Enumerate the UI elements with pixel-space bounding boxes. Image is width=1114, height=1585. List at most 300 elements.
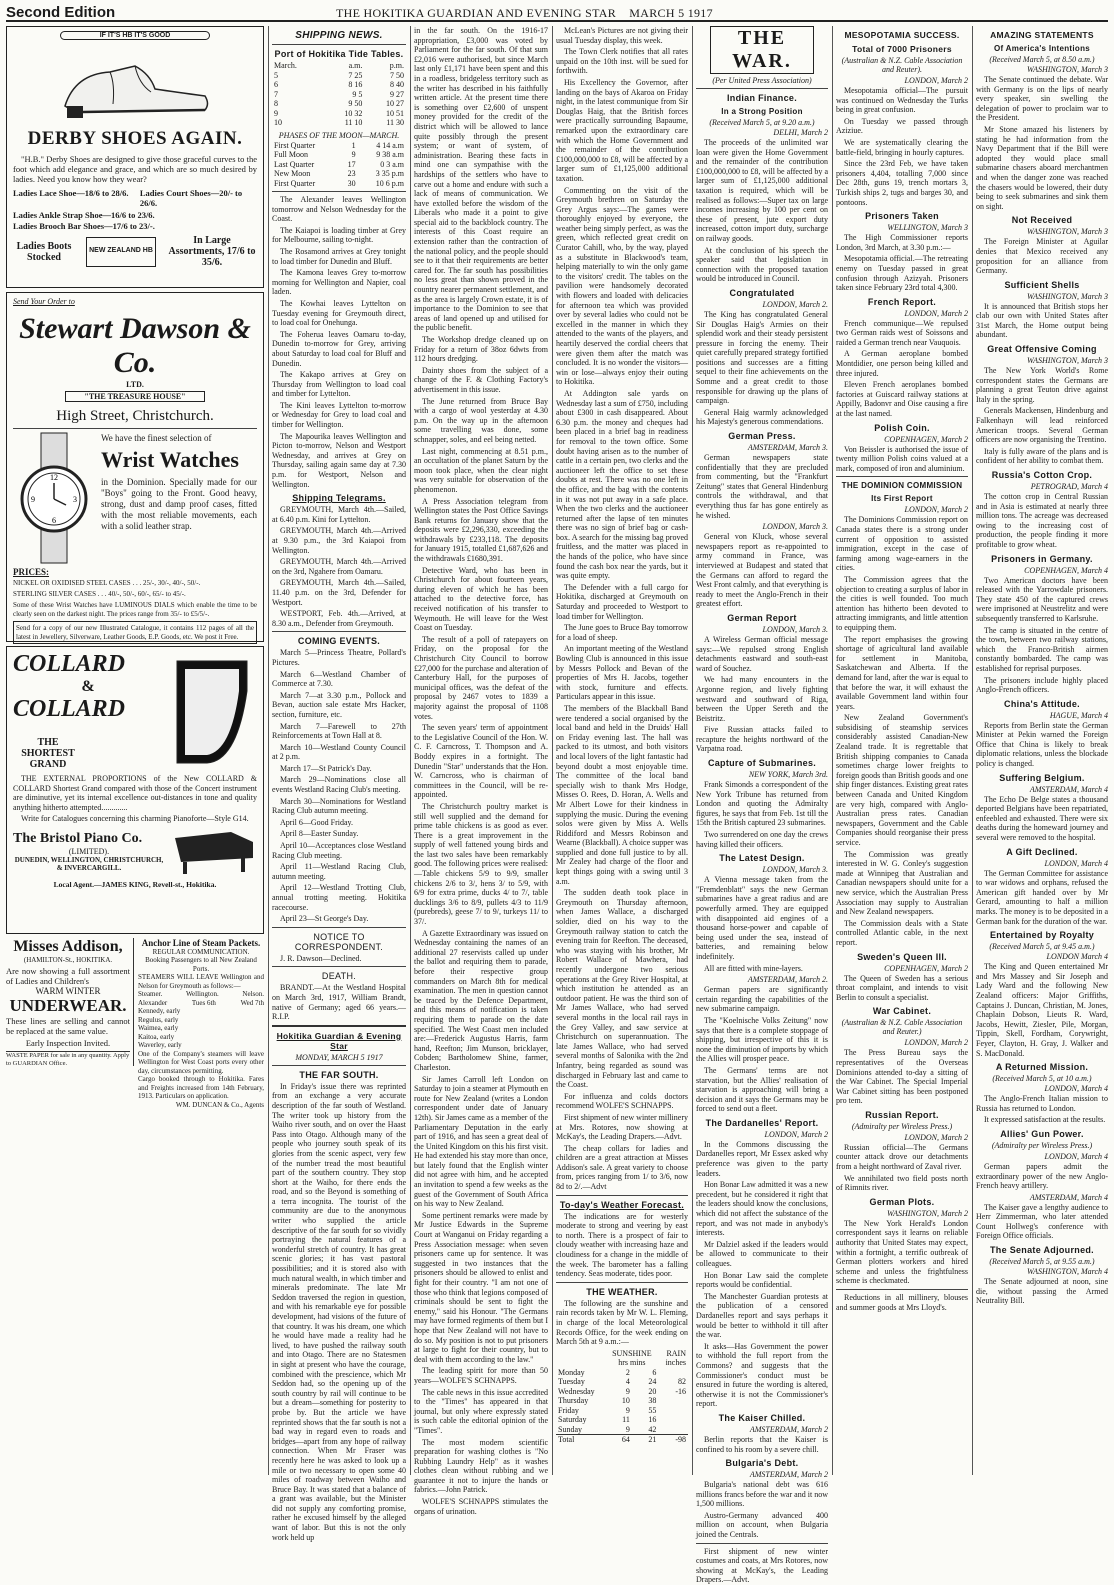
section-title: Allies' Gun Power. [1000,1128,1084,1139]
section-title: Suffering Belgium. [999,772,1085,783]
war-item: German papers admit the extraordinary power of the new Anglo-French heavy artillery. [976,1161,1108,1191]
section-subtitle: Total of 7000 Prisoners [852,44,952,54]
weather-cell: 42 [648,1424,657,1434]
news-item: Last night, commencing at 8.51 p.m., an occultation of the planet Saturn by the moon took place, when the clear night was very suitable for observation of the phenomenon. [414,446,548,494]
weather-cell: -98 [675,1435,686,1445]
addison-title: Misses Addison, [13,938,123,955]
war-item: In the Commons discussing the Dardanelles report, Mr Essex asked why preference was given to the party leaders. [696,1139,828,1178]
news-item: Some pertinent remarks were made by Mr Justice Edwards in the Supreme Court at Wanganui on Friday regarding a Press Association message: when seven prisoners came up for sentence. It was suggested in two instances that the prisoners should be allowed to enlist and fight for their country. "I am not one of those who think that legions composed of criminals should be sent to fight the enemy," said his Honour. "The Germans may have formed regiments of them but I hope that New Zealand will not have to do so. My position is not to put prisoners at large to fight for their country, but to deal with them according to the law." [414,1210,548,1364]
war-item: The Commission agrees that the objection to creating a surplus of labor in the cities is well founded. Too much attention has hitherto been devoted to attracting immigrants, and little attention to equipping them. [836,574,968,632]
weather-cell: 6 [652,1367,657,1377]
collard-body: THE EXTERNAL PROPORTIONS of the New COLLARD & COLLARD Shortest Grand compared with those of the Concert instrument are diminutive, yet its internal excellence out-distances in tone and quality anything hitherto attempted............. [13,774,257,812]
anchor-row: Waverley, early [138,1041,182,1049]
press-credit: (Australian & N.Z. Cable Association and Reuter.) [841,1018,963,1037]
masthead [6,4,1108,22]
section-title: Polish Coin. [874,422,930,433]
war-item: The King has congratulated General Sir Douglas Haig's Armies on their splendid work and their steady persistent pressure in forcing the enemy. Their quiet carefully prepared strategy fortified positions and successes are a fitting sequel to their fine achievements on the Somme and a great credit to those responsible for drawing up the plans of campaign. [696,309,828,406]
tide-cell: 9 5 [352,89,363,99]
shortest-grand: THE SHORTEST GRAND [21,737,75,770]
derby-headline: DERBY SHOES AGAIN. [27,128,243,149]
dateline: LONDON, March 4 [1044,1151,1108,1161]
stewart-dawson-name: Stewart Dawson & Co. [19,312,251,379]
weather-cell: 55 [648,1405,657,1415]
war-item: The Manchester Guardian protests at the publication of a censored Dardanelles report and says perhaps it would be better to withhold it till after the war. [696,1291,828,1340]
edition-label: Second Edition [6,4,116,21]
war-item: The report emphasises the growing shortage of agricultural land available for settlement in Manitoba, Saskatchewan and Alberta. If the demand for land, after the war is equal to that before the war, it will exhaust the available Government land within four years. [836,634,968,711]
weather-cell: 4 [625,1377,630,1387]
moon-cell: 9 38 a.m [376,150,404,159]
section-title: Capture of Submarines. [707,758,817,769]
weather-row [556,1368,688,1378]
bottom-ads [6,938,264,1109]
dateline: COPENHAGEN, March 2 [884,434,968,444]
event-item: April 11—Westland Racing Club, autumn meeting. [272,862,406,881]
section-title: War Cabinet. [872,1006,932,1017]
news-item: Sir James Carroll left London on Saturday to join a steamer at Plymouth en route for New Zealand (writes a London correspondent under date of January 12th). Sir James came as a member of the Parliamentary Deputation in the early part of 1916, and has seen a great deal of the United Kingdom on this his first visit. He had extended his stay more than once, but lately found that the English winter did not agree with him, and he accepted an invitation to spend a few weeks as the guest of the Government of South Africa on his way to New Zealand. [414,1074,548,1209]
tide-cell: 9 27 [390,89,404,99]
anchor-cargo: Cargo booked through to Hokitika. Fares and Freights increased from 14th February, 1913. Particulars on application. [138,1075,264,1100]
dateline: AMSTERDAM, March 4 [1029,1192,1108,1202]
svg-text:3: 3 [73,495,77,504]
weather-header-cell: SUNSHINE [612,1348,652,1358]
received-time: (Received March 5, at 8.50 a.m.) [989,55,1095,64]
collard-ampersand: & [81,678,95,695]
war-item: Reports from Berlin state the German Minister at Pekin warned the Foreign Office that China is likely to break diplomatic relations, unless the blockade policy is changed. [976,720,1108,769]
column-rule [832,26,833,1475]
addison-body: Are now showing a full assortment of Ladies and Children's [6,966,130,986]
war-item: A Vienna message taken from the "Fremdenblatt" says the new German submarines have a great radius and are powerfully armed. They are equipped with disappointed aid engines of a thousand horse-power and capable of being used under the sea, instead of batteries, and remaining below indefinitely. [696,875,828,961]
weather-subheader-cell: hrs mins [618,1358,646,1368]
news-item: The Defender with a full cargo for Hokitika, discharged at Greymouth on Saturday and proceeded to Westport to load timber for Wellington. [556,582,688,621]
weather-subheader [556,1358,688,1368]
event-item: March 7—Farewell to 27th Reinforcements at Town Hall at 8. [272,721,406,741]
dateline: WASHINGTON, March 3 [1027,356,1108,366]
weather-header-cell: RAIN [666,1348,686,1358]
moon-row [272,169,406,179]
moon-cell: 3 35 p.m [375,169,404,178]
tide-cell: 9 [274,108,278,118]
news-item: The June goes to Bruce Bay tomorrow for a load of sheep. [556,623,688,642]
war-item: Mr Dalziel asked if the leaders would be allowed to communicate to their colleagues. [696,1239,828,1268]
treasure-house-label: "THE TREASURE HOUSE" [65,391,205,402]
section-title: Sufficient Shells [1004,279,1080,290]
anchor-row: Waimea, early [138,1024,179,1032]
col-wellington: Wellington. [186,990,219,998]
war-item: Mesopotamia official—The pursuit was continued on Wednesday the Turks being in great confusion. [836,86,968,115]
tide-row [272,90,406,100]
bristol-piano-co: The Bristol Piano Co. [13,831,143,846]
tide-cell: 8 16 [348,80,363,89]
section-title: Prisoners in Germany. [991,553,1093,564]
telegram: WESTPORT, Feb. 4th.—Arrived, at 8.30 a.m., Defender from Greymouth. [272,609,406,628]
war-item: A German aeroplane bombed Montdidier, one person being killed and three injured. [836,349,968,378]
news-item: The result of a poll of ratepayers on Friday, on the proposal for the Christchurch City Council to borrow £27,000 for the purchase and alteration of Canterbury Hall, for the purposes of municipal offices, was the defeat of the proposal by 2467 votes to 1839 a majority against the proposal of 1108 votes. [414,634,548,721]
tide-cell: 11 30 [386,118,404,127]
section-title: China's Attitude. [1004,698,1080,709]
weather-cell: Sunday [558,1424,582,1434]
dateline: WASHINGTON, March 3 [1027,291,1108,301]
death-notice: BRANDT.—At the Westland Hospital on March 3rd, 1917, William Brandt, native of Germany; aged 66 years.—R.I.P. [272,983,406,1022]
section-title: The Dardanelles' Report. [705,1117,819,1128]
section-title: A Gift Declined. [1006,846,1078,857]
dateline: LONDON March 4 [1046,952,1108,962]
event-item: April 23—St George's Day. [280,914,369,924]
moon-cell: 0 3 a.m [380,159,404,169]
shipping-news-title: SHIPPING NEWS. [295,30,383,41]
war-item: Von Beissler is authorised the issue of twenty million Polish coins valued at a mark, composed of iron and aluminium. [836,444,968,473]
anchor-title: Anchor Line of Steam Packets. [141,938,261,948]
weather-cell [658,1396,688,1406]
weather-row [556,1406,688,1416]
received-time: (Received March 5, at 10 a.m.) [992,1074,1092,1084]
section-subtitle: In a Strong Position [721,107,803,116]
war-item: Frank Simonds a correspondent of the New York Tribune has returned from London and quoting the Admiralty figures, he says that from Feb. 1st till the 15th the British captured 23 submarines. [696,780,828,828]
war-item: It asks—Has Government the power to withhold the full report from the Commons? and suggests that the Commissioner's conduct must be ensured in future the wording is altered, otherwise it is not the Commissioner's report. [696,1341,828,1409]
weather-header [556,1349,688,1359]
news-item: A Press Association telegram from Wellington states the Post Office Savings Bank returns for January show that the deposits were £2,296,330, exceeding the withdrawals by £233,118. The deposits for January 1915, totalled £1,687,626 and the withdrawals £1680,391. [414,496,548,564]
news-item: McLean's Pictures are not giving their usual Tuesday display, this week. [556,26,688,45]
war-item: General von Kluck, whose several newspapers report as re-appointed to army command in France, was interviewed at Budapest and stated that the Germans can afford to regard the West Front calmly, and that everything is ready to meet the Anglo-French in their greatest effort. [696,532,828,609]
war-item: All are fitted with mine-layers. [704,963,803,973]
moon-cell: 9 [351,150,356,159]
war-item: The New York Herald's London correspondent says it learns on reliable authority that United States may expect, within a fortnight, a terrific outbreak of German plotters workers and hired scheme and unless the frightfulness scheme is checkmated. [836,1218,968,1286]
news-item: Dainty shoes from the subject of a change of the F. & Clothing Factory's advertisement in this issue. [414,365,548,394]
coming-events-title: COMING EVENTS. [297,636,381,647]
shipping-item: The Rosamond arrives at Grey tonight to load timber for Dunedin and Bluff. [272,246,406,266]
news-item: The members of the Blackball Band were tendered a social organised by the local band and held in the Druids' Hall on Friday evening last. The hall was packed to its utmost, and both visitors and local lovers of the light fantastic had beyond doubt a most enjoyable time. The committee of the local band specially wish to thank Mrs Hodge, Misses O. Rees, D. Horan, A. Wells and Mr Albert Lowe for their kindness in supplying the music. During the evening solos were given by Miss A. Wells Riddiford and Messrs Robinson and Wearne (Blackball). A choice supper was supplied and done full justice to by all. Mr Zealey had charge of the floor and kept things going with a swing until 3 a.m. [556,703,688,886]
war-news-column [696,26,828,1585]
news-item: The Workshop dredge cleaned up on Friday for a return of 38oz 6dwts from 112 hours dredging. [414,335,548,364]
newspaper-title-date [336,6,713,21]
weather-cell: 82 [678,1377,686,1387]
moon-cell: Last Quarter [274,159,315,169]
news-item: The Christchurch poultry market is still well supplied and the demand for prime table chickens is as good as ever. There is a great improvement in the supply of well fattened young birds and the last two sales have been remarkably good. The following prices were realised:—Table chickens 5/9 to 9/9, smaller chickens 2/6 to 3/, hens 3/ to 5/9, with 6/9 for extra prime, ducks 4/ to 7/, table ducklings 3/6 to 8/9, pullets 4/3 to 11/9 (purebreds), geese 7/ to 9/, turkeys 11/ to 37/. [414,801,548,927]
moon-cell: New Moon [274,169,311,178]
war-item: General Haig warmly acknowledged his Majesty's generous commendations. [696,407,828,427]
hb-banner: IF IT'S HB IT'S GOOD [60,31,210,40]
news-item: An important meeting of the Westland Bowling Club is announced in this issue by Messrs Pollock and Bevan of the properties of Mrs H. Jacobs, together with stock, furniture and effects. Particulars appear in this issue. [556,644,688,702]
shipping-item: The Kakapo arrives at Grey on Thursday from Wellington to load coal and timber for Lyttelton. [272,370,406,399]
shipping-item: The Mapourika leaves Wellington and Picton to-morrow, Nelson and Westport Wednesday, and arrives at Grey on Thursday, sailing again same day at 7.30 p.m. for Westport, Nelson and Wellington. [272,431,406,489]
section-title: MESOPOTAMIA SUCCESS. [844,30,960,40]
watch-description: in the Dominion. Specially made for our "Boys" going to the Front. Good heavy, strong, dust and damp proof cases, fitted with the most reliable movements, each with a solid leather strap. [101,477,257,531]
weather-cell: 11 [622,1415,630,1425]
tide-cell: 5 [274,70,278,80]
war-item: The New York World's Rome correspondent states the Germans are planning a great Teuton drive against Italy in the spring. [976,366,1108,404]
dateline: LONDON, March 2 [904,1038,968,1048]
death-title: DEATH. [321,971,357,982]
dateline: NEW YORK, March 3rd. [748,770,828,780]
col-steamer: Steamer. [138,990,163,998]
dateline: AMSTERDAM, March 4 [1029,784,1108,794]
received-time: (Received March 5, at 9.55 a.m.) [989,1257,1095,1267]
war-item: Generals Mackensen, Hindenburg and Falkenhayn will lead reinforced American troops. Several German officers are now organising the Trentino. [976,406,1108,445]
section-title: German Report [727,612,797,623]
war-item: Hon Bonar Law said the complete reports would be confidential. [696,1270,828,1290]
notice-body: J. R. Dawson—Declined. [280,953,362,963]
news-item: WOLFE'S SCHNAPPS stimulates the organs of urination. [414,1497,548,1516]
section-subtitle: Its First Report [871,494,933,504]
tide-cell: 10 27 [386,99,404,108]
weather-cell: Tuesday [558,1377,585,1387]
moon-cell: 23 [347,169,356,178]
weather-cell: 24 [648,1377,657,1387]
war-item: German newspapers state confidentially that they are precluded from commenting, but the "Frankfurt Zeitung" states that General Hindenburg controls the withdrawal, and that everything thus far has gone entirely as he wished. [696,453,828,520]
tide-cell: 10 [274,118,282,127]
tide-header [272,61,406,71]
collard-name-1: COLLARD [13,651,126,677]
tide-cell: 7 50 [390,70,404,80]
anchor-table-header [138,990,264,999]
weather-cell [658,1368,688,1378]
telegram: GREYMOUTH, March 4th.—Sailed, 11.40 p.m. on the 3rd, Defender for Westport. [272,578,406,607]
news-item: The Town Clerk notifies that all rates unpaid on the 10th inst. will be sued for forthwith. [556,47,688,76]
weather-cell: 9 [625,1405,630,1415]
anchor-note: One of the Company's steamers will leave Wellington for West Coast ports every other day, circumstances permitting. [138,1049,264,1075]
section-title: Russian Report. [865,1109,939,1120]
war-news-column-2 [836,26,968,1475]
tide-row [272,109,406,119]
dateline: LONDON, March 2 [904,505,968,515]
war-item: Eleven French aeroplanes bombed factories at Guiscard railway stations at Appilly, Badonvr and Oise causing a fire at the last named. [836,380,968,419]
section-title: Congratulated [729,287,795,298]
tide-cell: 10 51 [386,108,404,118]
war-item: Mr Stone amazed his listeners by stating he had information from the Navy Department that if the Bill were adopted they would place small submarine chasers aboard merchantmen and when the danger zone was reached the chasers would be lowered, their duty being to seek submarines and sink them on sight. [976,124,1108,211]
advertisement-note: Reductions in all millinery, blouses and summer goods at Mrs Lloyd's. [836,1293,968,1312]
tide-row [272,71,406,81]
collard-header [13,651,257,770]
weather-cell: Thursday [558,1396,589,1406]
press-credit: (Australian & N.Z. Cable Association and Reuter). [841,56,963,74]
weather-cell [658,1415,688,1425]
anchor-steamers: STEAMERS WILL LEAVE Wellington and Nelson for Greymouth as follows:— [138,973,264,990]
news-item: The most modern scientific preparation for washing clothes is "No Rubbing Laundry Help" as it washes clothes clean without rubbing and we guarantee it not to injure the hands or fabrics.—John Patrick. [414,1437,548,1495]
war-item: At the conclusion of his speech the speaker said that legislation in connection with the proposed taxation would be introduced in Council. [696,245,828,284]
advertisement-column [6,26,264,1475]
addison-body-2: These lines are selling and cannot be replaced at the same value. [6,1016,130,1036]
dateline: LONDON, March 3. [762,522,828,532]
war-item: The cotton crop in Central Russian and in Asia is estimated at nearly three million tons. The acreage was decreased owing to the increasing cost of production, the people finding it more profitable to grow wheat. [976,492,1108,549]
war-item: The Queen of Sweden has a serious throat complaint, and intends to visit Berlin to consult a specialist. [836,973,968,1002]
weather-header-cell [556,1349,605,1359]
tide-cell: 11 10 [344,118,363,127]
derby-body: "H.B." Derby Shoes are designed to give those graceful curves to the foot which add elegance and grace, and which are so much desired by ladies. Need you know how they wear? [13,154,257,184]
wellington-day: Tues 6th [191,998,216,1007]
weather-cell [658,1425,688,1435]
forecast-title: To-day's Weather Forecast. [559,1199,685,1210]
dateline: WASHINGTON, March 4 [1027,1267,1108,1277]
paper-title: Hokitika Guardian & Evening Star [276,1030,402,1051]
war-item: Berlin reports that the Kaiser is confined to his room by a severe chill. [696,1434,828,1454]
section-title: Great Offensive Coming [987,344,1097,355]
section-title: German Press. [728,431,796,442]
svg-text:12: 12 [50,473,58,482]
section-title: German Plots. [869,1196,935,1207]
telegram: GREYMOUTH, March 4th.—Arrived at 9.30 p.m., the 3rd Kaiapoi from Wellington. [272,526,406,555]
far-south-continued: in the far south. On the 1916-17 appropriation, £3,000 was voted by Parliament for the far south. Of that sum £2,016 were authorised, but since March last only £1,171 have been spent and this in a roadless, bridgeless territory such as the writer has described in his faithfully written article. At the present time there is something over £2,600 of unspent money provided for the credit of the district which will be allowed to lance quite possibly through the present system; or want of system, of administration. Bearing these facts in mind one can sympathise with the hardships of the settlers who have to carve out a home and endure with such a lack of means of communication. We have extolled before the wisdom of the Liberals who made it a point to give special aid to the backblock country. The interests of this Coast require an extension rather than the contraction of the national policy, and the people should see to it that their requirements are better cared for. The far south has possibilities no less great than shown proved in the country nearer permanent settlement, and as the area is largely Crown estate, it is of importance to the Dominion to see that areas of land opened up and utilised for the public benefit. [414,26,548,333]
tide-cell: 7 25 [348,70,363,80]
the-war-headline: THE WAR. [710,26,814,74]
addison-ad [6,938,134,1066]
anchor-row [138,999,264,1008]
shipping-item: The Kaiapoi is loading timber at Grey for Melbourne, sailing to-night. [272,225,406,245]
shipping-column [272,26,406,1542]
war-item: The High Commissioner reports London, 3rd March, at 3.30 p.m.:— [836,233,968,252]
section-title: Russia's Cotton Crop. [991,470,1093,480]
war-item: The Dominions Commission report on Canada states there is a strong under current of opposition to assisted immigration, except in the case of farming among wage-earners in the cities. [836,515,968,573]
weather-row [556,1396,688,1406]
moon-row [272,179,406,189]
weather-cell: 9 [625,1386,630,1396]
received-time: (Received March 5, at 9.45 a.m.) [989,942,1095,952]
war-item: Italy is fully aware of the plans and is confident of her ability to combat them. [976,446,1108,466]
derby-ankle-price: Ladies Ankle Strap Shoe—16/6 to 23/6. [13,210,155,220]
issue-date: MARCH 5 1917 [629,6,713,20]
dateline: LONDON, March 2 [904,1132,968,1142]
moon-cell: Full Moon [274,150,309,159]
column-rule [692,26,693,1475]
tide-header-cell: March. [274,61,297,70]
anchor-row: Kennedy, early [138,1007,181,1015]
war-item: The prisoners include highly placed Anglo-French officers. [976,675,1108,695]
dateline: AMSTERDAM, March 3. [747,443,828,453]
dateline: HAGUE, March 4 [1049,710,1108,720]
moon-cell: First Quarter [274,178,316,188]
luminous-note: Some of these Wrist Watches have LUMINOUS DIALS which enable the time to be clearly seen on the darkest night. The prices range from 35/- to £5/5/-. [13,601,257,618]
war-item: The German Committee for assistance to war widows and orphans, refused the American gift handed over by Mr Gerard, amounting to half a million marks. The money is to be deposited in a German bank for the duration of the war. [976,868,1108,926]
weather-cell: Friday [558,1405,579,1415]
section-title: The Kaiser Chilled. [718,1412,806,1423]
war-item: The Echo De Belge states a thousand deported Belgians have been repatriated, enfeebled and exhausted. There were six deaths during the homeward journey and several were removed to the hospital. [976,794,1108,843]
received-time: (Received March 5, at 9.20 a.m.) [709,118,815,127]
weather-cell: -16 [675,1386,686,1396]
weather-title: THE WEATHER. [586,1286,658,1297]
section-title: Entertained by Royalty [989,930,1095,941]
local-news-column [414,26,548,1516]
send-order-label: Send Your Order to [13,297,75,306]
weather-cell: 20 [648,1386,657,1396]
war-item: It is announced that British stops her clab our own with United States after 31st March, the Home output being abundant. [976,301,1108,340]
moon-cell: 10 6 p.m [375,178,404,188]
news-item: The seven years' term of appointment to the Legislative Council of the Hon. W. C. F. Carncross, T. Thompson and A. Boddy expires in a fortnight. The Dunedin "Star" understands that the Hon. W. Carncross, who is chairman of committees in the Council, will be re-appointed. [414,723,548,800]
derby-shoes-ad [6,26,264,288]
war-item: The Commission was greatly interested in W. G. Conley's suggestion made at Winnipeg that Australian and Canadian newspapers should unite for a new service, which the Australian Press Association may supply to Australian and New Zealand newspapers. [836,849,968,917]
section-title: The Latest Design. [719,853,805,864]
news-item: Detective Ward, who has been in Christchurch for about fourteen years, during eleven of which he has been attached to the detective force, has received notification of his transfer to Weymouth. He will leave for the West Coast on Tuesday. [414,565,548,633]
dateline: AMSTERDAM, March 2. [747,975,828,985]
forecast-body: The indications are for westerly moderate to strong and veering by east to north. There is a prospect of fair to cloudy weather with increasing haze and cloudiness for a change in the middle of the week. The barometer has a falling tendency. Seas moderate, tides poor. [556,1211,688,1279]
weather-cell: Wednesday [558,1386,595,1396]
war-news-column-3 [976,26,1108,1475]
upright-piano-illustration [171,828,257,876]
far-south-title: THE FAR SOUTH. [299,1069,379,1080]
dateline: LONDON, March 2 [904,76,968,85]
derby-brooch-price: Ladies Brooch Bar Shoes—17/6 to 23/-. [13,221,155,231]
war-item: We had many encounters in the Argonne region, and lively fighting westward and southward of Riga, between the Upper Sereth and the Beistritz. [696,675,828,723]
underwear-headline: UNDERWEAR. [9,996,127,1015]
section-title: Indian Finance. [726,93,797,103]
weather-total-row [556,1435,688,1445]
war-item: A Wireless German official message says:—We repulsed strong English detachments eastward and south-east ward of Souchez. [696,634,828,673]
moon-cell: 1 [351,140,356,150]
war-item: Austro-Germany advanced 400 million on account, when Bulgaria joined the Centrals. [696,1510,828,1540]
addison-invite: Early Inspection Invited. [25,1038,111,1048]
war-item: The "Koelnische Volks Zeitung" now says that there is a complete stoppage of shipping, but irrespective of this it is none the diminution of imports by which the Allies will prosper peace. [696,1015,828,1064]
catalogue-note: Send for a copy of our new Illustrated Catalogue, it contains 112 pages of all the latest in Jewellery, Silverware, Leather Goods, E.P. Goods, etc. We post it Free. [13,621,257,644]
tide-cell: 8 40 [390,80,404,89]
moon-cell: First Quarter [274,140,316,150]
war-item: The camp is situated in the centre of the town, between two railway stations, which the Franco-British airmen constantly bombarded. The camp was established for reprisal purposes. [976,625,1108,673]
press-credit: (Per United Press Association) [712,76,812,85]
dateline: COPENHAGEN, March 4 [1024,565,1108,575]
event-item: April 6—Good Friday. [280,817,354,827]
prices-title: PRICES: [13,567,50,577]
section-subtitle: Of America's Intentions [993,44,1091,53]
bristol-block [13,828,257,876]
war-item: The Kaiser gave a lengthy audience to Herr Zimmerman, who later attended Count Hollweg's conference with Foreign Office officials. [976,1202,1108,1241]
dateline: WASHINGTON, March 3 [1027,65,1108,74]
event-item: March 29—Nominations close all events Westland Racing Club's meeting. [272,775,406,795]
watch-section [13,433,257,563]
war-item: Hon Bonar Law admitted it was a new precedent, but he considered it right that the leaders should know the conclusions, which did not affect the substance of the report, and was not made in anybody's interests. [696,1180,828,1238]
weather-cell: 2 [625,1367,630,1377]
war-item: The Commission deals with a State controlled Atlantic cable, in the next report. [836,918,968,947]
weather-subheader-cell: inches [665,1358,686,1368]
section-title: Sweden's Queen Ill. [857,951,947,962]
event-item: March 10—Westland County Council at 2 p.m. [272,742,406,762]
column-rule [268,26,269,1475]
derby-lace-price: Ladies Lace Shoe—18/6 to 28/6. [13,188,129,198]
war-item: The Germans' terms are not starvation, but the Allies' realisation of starvation is approaching will bring a decision and it says the Germans may be forced to send out a fleet. [696,1065,828,1114]
section-title: Bulgaria's Debt. [725,1458,799,1469]
stewart-dawson-ad [6,292,264,642]
war-item: The Press Bureau says the representatives of the Overseas Dominions attended to-day a sitting of the War Cabinet. The Special Imperial War Cabinet sitting has been postponed pro tem. [836,1048,968,1106]
collard-name-2: COLLARD [13,696,126,722]
derby-assortments: In Large Assortments, 17/6 to 35/6. [168,235,256,268]
shipping-telegrams-title: Shipping Telegrams. [292,493,386,504]
war-item: It expressed satisfaction at the results. [984,1115,1106,1125]
war-item: The King and Queen entertained Mr and Mrs Massey and Sir Joseph and Lady Ward and the following New Zealand officers: Major Griffiths, Captains J. Duncan, Christian, M. Jones, Chaplain Dobson, Lieuts R. Ward, Jacobs, Hewitt, Ziesler, Pile, Morgan, Tippin, Skell, Fordham, Corywright, Feyer, Clayton, H. Gray, J. Walker and S. MacDonald. [976,962,1108,1058]
weather-cell [658,1406,688,1416]
nelson-day: Wed 7th [240,998,264,1007]
derby-footer [13,235,257,268]
war-item: Mesopotamia official.—The retreating enemy on Tuesday passed in great confusion through Azizyah. Prisoners taken since February 23rd total 4,300. [836,254,968,293]
dateline: LONDON, March 2. [762,299,828,309]
tide-cell: 7 [274,89,278,99]
section-title: Prisoners Taken [865,211,939,222]
svg-text:6: 6 [52,516,56,525]
dateline: LONDON, March 4 [1044,1084,1108,1094]
section-title: French Report. [867,296,937,307]
derby-court-price: Ladies Court Shoes—20/- to 26/6. [139,188,243,208]
war-item: The Senate continued the debate. War with Germany is on the lips of nearly every speaker, sin swelling the delegation of power to proclaim war to the President. [976,75,1108,123]
event-item: April 10—Acceptances close Westland Racing Club meeting. [272,841,406,860]
war-item: Bulgaria's national debt was 616 millions francs before the war and it now 1,500 millions. [696,1480,828,1509]
svg-text:9: 9 [31,495,35,504]
events-list [272,648,406,923]
weather-subheader-cell [556,1358,605,1368]
section-title: The Senate Adjourned. [990,1245,1094,1256]
weather-cell: 9 [625,1424,630,1434]
nickel-price: NICKEL OR OXIDISED STEEL CASES . . . 25/-, 30/-, 40/-, 50/-. [13,579,201,587]
paper-date: MONDAY, MARCH 5 1917 [295,1052,383,1062]
weather-cell: 16 [648,1415,657,1425]
tide-cell: 9 50 [348,99,363,108]
event-item: April 12—Westland Trotting Club, annual trotting meeting. Hokitika racecourse. [272,883,406,912]
dateline: WELLINGTON, March 3 [887,223,968,233]
dateline: LONDON, March 3. [762,624,828,634]
event-item: March 7—at 3.30 p.m., Pollock and Bevan, auction sale estate Mrs Hacker, section, furniture, etc. [272,690,406,719]
